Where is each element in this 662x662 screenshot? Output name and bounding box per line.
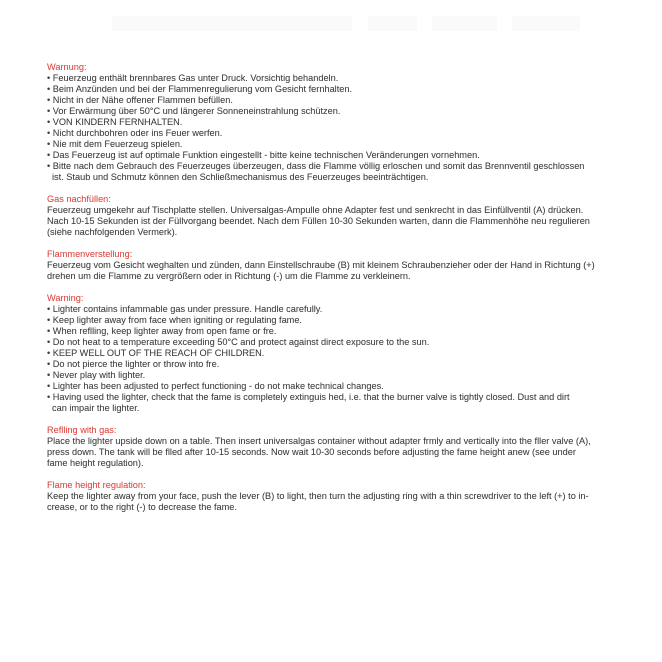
- text-line: Keep the lighter away from your face, push the lever (B) to light, then turn the adjusting ring with a thin screwdriver to the left (+) to in-: [47, 491, 589, 501]
- instructions-text: [47, 62, 647, 513]
- text-line: can impair the lighter.: [52, 403, 140, 413]
- text-line: • Nicht durchbohren oder ins Feuer werfen.: [47, 128, 223, 138]
- text-line: • Nicht in der Nähe offener Flammen befüllen.: [47, 95, 233, 105]
- text-line: Feuerzeug vom Gesicht weghalten und zünden, dann Einstellschraube (B) mit kleinem Schraubenzieher oder der Hand in Richtung (+): [47, 260, 595, 270]
- text-line: • When reflling, keep lighter away from open fame or fre.: [47, 326, 277, 336]
- text-line: • VON KINDERN FERNHALTEN.: [47, 117, 183, 127]
- text-line: Feuerzeug umgekehr auf Tischplatte stellen. Universalgas-Ampulle ohne Adapter fest und senkrecht in das Einfüllventil (A) drücken.: [47, 205, 584, 215]
- section-warning: [47, 293, 647, 414]
- text-line: • Never play with lighter.: [47, 370, 146, 380]
- section-warnung: [47, 62, 647, 183]
- text-line: • KEEP WELL OUT OF THE REACH OF CHILDREN.: [47, 348, 265, 358]
- section-refilling-with-gas: [47, 425, 647, 469]
- section-gas-nachfuellen: [47, 194, 647, 238]
- text-line: • Feuerzeug enthält brennbares Gas unter Druck. Vorsichtig behandeln.: [47, 73, 339, 83]
- section-heading: Warning:: [47, 293, 84, 303]
- section-heading: Warnung:: [47, 62, 87, 72]
- text-line: • Nie mit dem Feuerzeug spielen.: [47, 139, 183, 149]
- section-heading: Flammenverstellung:: [47, 249, 133, 259]
- text-line: • Do not pierce the lighter or throw into fre.: [47, 359, 220, 369]
- text-line: fame height regulation).: [47, 458, 144, 468]
- text-line: • Das Feuerzeug ist auf optimale Funktion eingestellt - bitte keine technischen Veränderungen vornehmen.: [47, 150, 480, 160]
- text-line: • Vor Erwärmung über 50°C und längerer Sonneneinstrahlung schützen.: [47, 106, 341, 116]
- text-line: • Beim Anzünden und bei der Flammenregulierung vom Gesicht fernhalten.: [47, 84, 353, 94]
- text-line: Place the lighter upside down on a table. Then insert universalgas container without adapter frmly and vertically into the fller valve (A),: [47, 436, 591, 446]
- text-line: Nach 10-15 Sekunden ist der Füllvorgang beendet. Nach dem Füllen 10-30 Sekunden warten, dann die Flammenhöhe neu regulieren: [47, 216, 590, 226]
- text-line: (siehe nachfolgenden Vermerk).: [47, 227, 178, 237]
- scan-artifact: [368, 16, 417, 31]
- text-line: drehen um die Flamme zu vergrößern oder in Richtung (-) um die Flamme zu verkleinern.: [47, 271, 411, 281]
- text-line: ist. Staub und Schmutz können den Schließmechanismus des Feuerzeuges beeinträchtigen.: [52, 172, 429, 182]
- text-line: • Keep lighter away from face when igniting or regulating fame.: [47, 315, 302, 325]
- section-flame-height-regulation: [47, 480, 647, 513]
- text-line: • Bitte nach dem Gebrauch des Feuerzeuges überzeugen, dass die Flamme völlig erloschen und somit das Brennventil geschlossen: [47, 161, 585, 171]
- scan-artifact: [432, 16, 497, 31]
- text-line: • Lighter has been adjusted to perfect functioning - do not make technical changes.: [47, 381, 384, 391]
- section-heading: Flame height regulation:: [47, 480, 146, 490]
- text-line: • Having used the lighter, check that the fame is completely extinguis hed, i.e. that the burner valve is tightly closed. Dust and dirt: [47, 392, 570, 402]
- text-line: crease, or to the right (-) to decrease the fame.: [47, 502, 237, 512]
- text-line: • Lighter contains infammable gas under pressure. Handle carefully.: [47, 304, 323, 314]
- section-flammenverstellung: [47, 249, 647, 282]
- scan-artifact: [112, 16, 352, 31]
- text-line: • Do not heat to a temperature exceeding 50°C and protect against direct exposure to the sun.: [47, 337, 430, 347]
- text-line: press down. The tank will be flled after 10-15 seconds. Now wait 10-30 seconds before adjusting the fame height anew (see under: [47, 447, 576, 457]
- section-heading: Gas nachfüllen:: [47, 194, 111, 204]
- scan-artifact: [512, 16, 580, 31]
- section-heading: Reflling with gas:: [47, 425, 117, 435]
